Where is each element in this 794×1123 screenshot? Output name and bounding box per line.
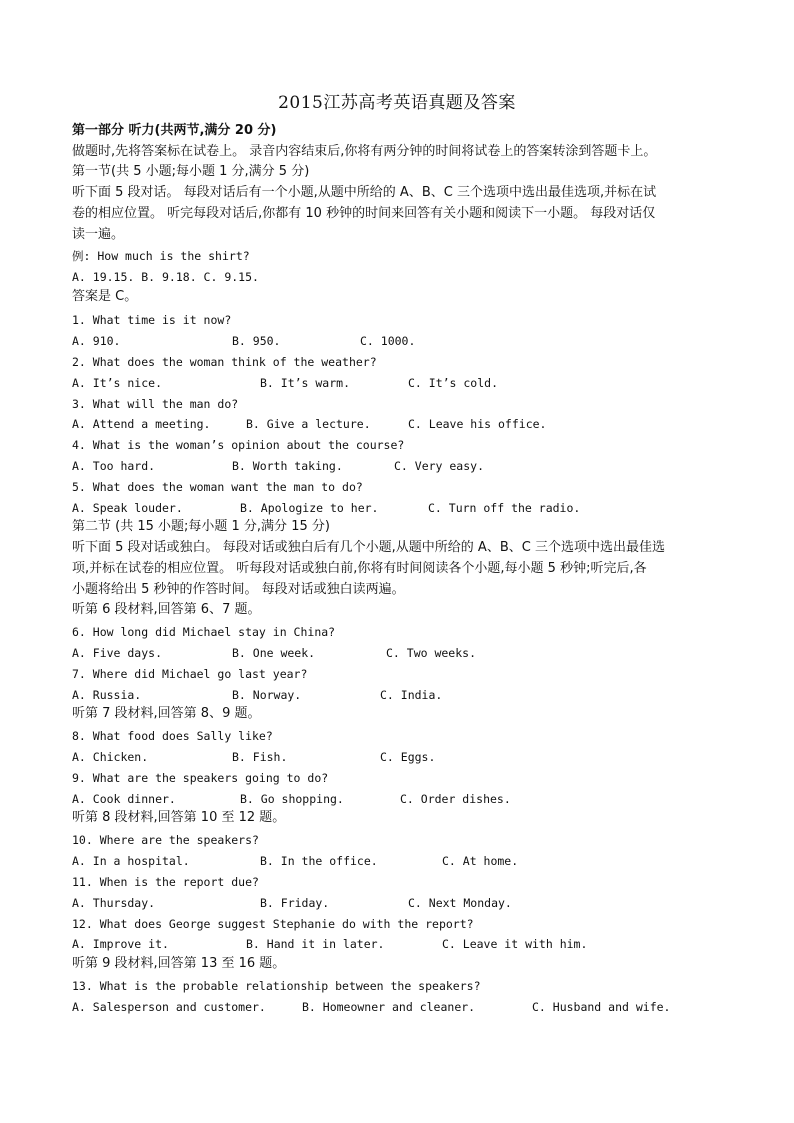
question-5: 5. What does the woman want the man to do? — [72, 480, 363, 494]
q8-option-b: B. Fish. — [232, 750, 288, 764]
section2-instruction-line: 小题将给出 5 秒钟的作答时间。 每段对话或独白读两遍。 — [72, 582, 405, 597]
q1-option-a: A. 910. — [72, 334, 121, 348]
q8-option-c: C. Eggs. — [380, 750, 436, 764]
q7-option-b: B. Norway. — [232, 688, 302, 702]
question-13: 13. What is the probable relationship between the speakers? — [72, 979, 481, 993]
section2-instruction-line: 听下面 5 段对话或独白。 每段对话或独白后有几个小题,从题中所给的 A、B、C 三个选项中选出最佳选 — [72, 540, 665, 555]
q11-option-b: B. Friday. — [260, 896, 330, 910]
example-answer: 答案是 C。 — [72, 289, 138, 304]
material-7-heading: 听第 7 段材料,回答第 8、9 题。 — [72, 706, 261, 721]
q13-option-b: B. Homeowner and cleaner. — [302, 1000, 476, 1014]
q12-option-c: C. Leave it with him. — [442, 937, 588, 951]
q11-option-a: A. Thursday. — [72, 896, 156, 910]
example-options: A. 19.15. B. 9.18. C. 9.15. — [72, 270, 259, 284]
q9-option-c: C. Order dishes. — [400, 792, 511, 806]
q1-option-c: C. 1000. — [360, 334, 416, 348]
page-title: 2015江苏高考英语真题及答案 — [278, 93, 516, 113]
q1-option-b: B. 950. — [232, 334, 281, 348]
q6-option-c: C. Two weeks. — [386, 646, 477, 660]
question-12: 12. What does George suggest Stephanie do with the report? — [72, 917, 474, 931]
material-6-heading: 听第 6 段材料,回答第 6、7 题。 — [72, 602, 261, 617]
part1-heading: 第一部分 听力(共两节,满分 20 分) — [72, 123, 277, 138]
q6-option-a: A. Five days. — [72, 646, 163, 660]
q6-option-b: B. One week. — [232, 646, 316, 660]
q13-option-a: A. Salesperson and customer. — [72, 1000, 266, 1014]
question-6: 6. How long did Michael stay in China? — [72, 625, 336, 639]
material-9-heading: 听第 9 段材料,回答第 13 至 16 题。 — [72, 956, 286, 971]
q10-option-b: B. In the office. — [260, 854, 378, 868]
section1-instruction-line: 卷的相应位置。 听完每段对话后,你都有 10 秒钟的时间来回答有关小题和阅读下一小题。 每段对话仅 — [72, 206, 656, 221]
q7-option-a: A. Russia. — [72, 688, 142, 702]
q8-option-a: A. Chicken. — [72, 750, 149, 764]
q9-option-a: A. Cook dinner. — [72, 792, 176, 806]
q2-option-b: B. It’s warm. — [260, 376, 351, 390]
question-1: 1. What time is it now? — [72, 313, 232, 327]
part1-instructions: 做题时,先将答案标在试卷上。 录音内容结束后,你将有两分钟的时间将试卷上的答案转涂到答题卡上。 — [72, 144, 657, 159]
q5-option-b: B. Apologize to her. — [240, 501, 379, 515]
q11-option-c: C. Next Monday. — [408, 896, 512, 910]
q13-option-c: C. Husband and wife. — [532, 1000, 671, 1014]
question-7: 7. Where did Michael go last year? — [72, 667, 308, 681]
q2-option-a: A. It’s nice. — [72, 376, 163, 390]
question-8: 8. What food does Sally like? — [72, 729, 273, 743]
q10-option-a: A. In a hospital. — [72, 854, 190, 868]
question-10: 10. Where are the speakers? — [72, 833, 259, 847]
question-3: 3. What will the man do? — [72, 397, 239, 411]
q4-option-b: B. Worth taking. — [232, 459, 343, 473]
question-9: 9. What are the speakers going to do? — [72, 771, 329, 785]
q10-option-c: C. At home. — [442, 854, 519, 868]
q7-option-c: C. India. — [380, 688, 443, 702]
question-4: 4. What is the woman’s opinion about the course? — [72, 438, 405, 452]
q3-option-a: A. Attend a meeting. — [72, 417, 211, 431]
section2-instruction-line: 项,并标在试卷的相应位置。 听每段对话或独白前,你将有时间阅读各个小题,每小题 5 秒钟;听完后,各 — [72, 561, 647, 576]
q3-option-b: B. Give a lecture. — [246, 417, 371, 431]
section1-heading: 第一节(共 5 小题;每小题 1 分,满分 5 分) — [72, 164, 310, 179]
q5-option-c: C. Turn off the radio. — [428, 501, 581, 515]
section1-instruction-line: 读一遍。 — [72, 227, 125, 242]
q2-option-c: C. It’s cold. — [408, 376, 499, 390]
q5-option-a: A. Speak louder. — [72, 501, 183, 515]
section2-heading: 第二节 (共 15 小题;每小题 1 分,满分 15 分) — [72, 519, 330, 534]
q4-option-c: C. Very easy. — [394, 459, 485, 473]
material-8-heading: 听第 8 段材料,回答第 10 至 12 题。 — [72, 810, 286, 825]
q12-option-a: A. Improve it. — [72, 937, 169, 951]
example-question: 例: How much is the shirt? — [72, 249, 250, 263]
question-11: 11. When is the report due? — [72, 875, 259, 889]
q12-option-b: B. Hand it in later. — [246, 937, 385, 951]
q9-option-b: B. Go shopping. — [240, 792, 344, 806]
q3-option-c: C. Leave his office. — [408, 417, 547, 431]
section1-instruction-line: 听下面 5 段对话。 每段对话后有一个小题,从题中所给的 A、B、C 三个选项中选出最佳选项,并标在试 — [72, 185, 657, 200]
question-2: 2. What does the woman think of the weather? — [72, 355, 377, 369]
q4-option-a: A. Too hard. — [72, 459, 156, 473]
